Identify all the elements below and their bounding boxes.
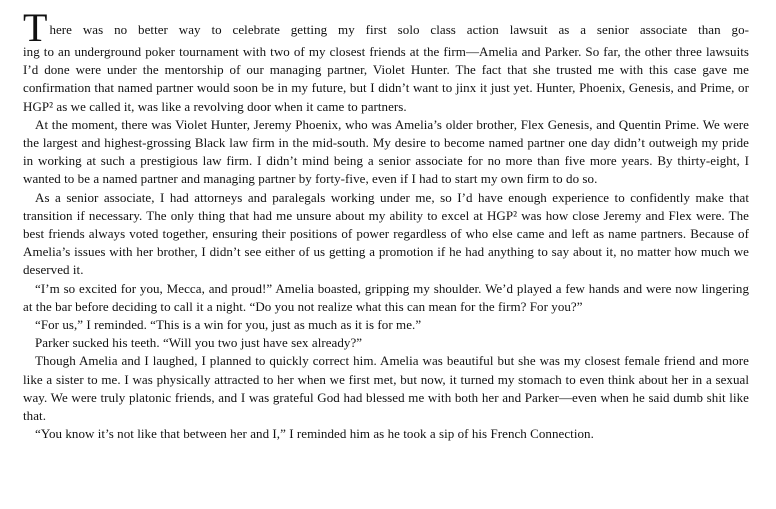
opening-line-text: here was no better way to celebrate getting my first solo class action lawsuit as a senior associate than go- bbox=[49, 21, 749, 37]
paragraph: “You know it’s not like that between her and I,” I reminded him as he took a sip of his French Connection. bbox=[35, 426, 594, 442]
paragraph: “I’m so excited for you, Mecca, and proud!” Amelia boasted, gripping my shoulder. We’d played a few hands and were now lingering at the bar before deciding to call it a night. “Do you not realize what this can mean for the firm? For you?” bbox=[23, 280, 749, 314]
paragraph: ing to an underground poker tournament with two of my closest friends at the firm—Amelia and Parker. So far, the other three lawsuits I’d done were under the mentorship of our managing partner, Violet Hunter. The fact that she trusted me with this case gave me confirmation that named partner would soon be in my future, but I didn’t want to jinx it just yet. Hunter, Phoenix, Genesis, and Prime, or HGP² as we called it, was like a revolving door when it came to partners. bbox=[23, 44, 749, 114]
paragraph: At the moment, there was Violet Hunter, Jeremy Phoenix, who was Amelia’s older brother, Flex Genesis, and Quentin Prime. We were the largest and highest-grossing Black law firm in the mid-south. My desire to become named partner one day didn’t outweigh my pride in working at such a prestigious law firm. I didn’t mind being a senior associate for no more than five more years. By thirty-eight, I wanted to be a named partner and managing partner by forty-five, even if I had to start my own firm to do so. bbox=[23, 116, 749, 187]
paragraph: As a senior associate, I had attorneys and paralegals working under me, so I’d have enough experience to confidently make that transition if necessary. The only thing that had me unsure about my ability to excel at HGP² was how close Jeremy and Flex were. The best friends always voted together, ensuring their positions of power regardless of who else came and left as name partners. Because of Amelia’s issues with her brother, I didn’t see either of us getting a promotion if he had anything to say about it, no matter how much we deserved it. bbox=[23, 189, 749, 278]
opening-line bbox=[23, 5, 749, 50]
drop-cap: T bbox=[23, 5, 48, 50]
paragraph: Though Amelia and I laughed, I planned to quickly correct him. Amelia was beautiful but she was my closest female friend and more like a sister to me. I was physically attracted to her when we first met, but now, it turned my stomach to even think about her in a sexual way. We were truly platonic friends, and I was grateful God had blessed me with both her and Parker—even when he said dumb shit like that. bbox=[23, 353, 749, 424]
page-body bbox=[23, 6, 749, 443]
paragraph: Parker sucked his teeth. “Will you two just have sex already?” bbox=[35, 335, 363, 351]
paragraph: “For us,” I reminded. “This is a win for you, just as much as it is for me.” bbox=[35, 317, 422, 333]
